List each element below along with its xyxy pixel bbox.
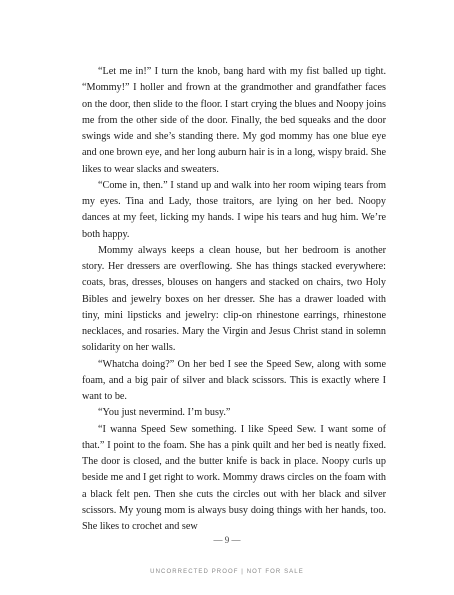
paragraph: “Come in, then.” I stand up and walk into her room wiping tears from my eyes. Tina and Lady, those traitors, are lying on her bed. Noopy dances at my feet, licking my hands. I wipe his tears and hug him. We’re both happy. [82, 179, 386, 240]
paragraph: Mommy always keeps a clean house, but her bedroom is another story. Her dressers are overflowing. She has things stacked everywhere: coats, bras, dresses, blouses on hangers and stacked on chairs, two Holy Bibles and jewelry boxes on her dresser. She has a drawer loaded with tiny, mini lipsticks and jewelry: clip-on rhinestone earrings, rhinestone necklaces, and rosaries. Mary the Virgin and Jesus Christ stand in solemn solidarity on her walls. [82, 244, 386, 354]
paragraph: “Whatcha doing?” On her bed I see the Speed Sew, along with some foam, and a big pair of silver and black scissors. This is exactly where I want to be. [82, 358, 386, 402]
proof-footer: UNCORRECTED PROOF | NOT FOR SALE [150, 569, 304, 575]
paragraph: “Let me in!” I turn the knob, bang hard with my fist balled up tight. “Mommy!” I holler and frown at the grandmother and grandfather faces on the door, then slide to the floor. I start crying the blues and Noopy joins me from the other side of the door. Finally, the bed squeaks and the door swings wide and she’s standing there. My god mommy has one blue eye and one brown eye, and her long auburn hair is in a long, wispy braid. She likes to wear slacks and sweaters. [82, 66, 386, 175]
page-number: — 9 — [213, 535, 241, 545]
paragraph: “You just nevermind. I’m busy.” [98, 407, 231, 419]
body-text [82, 64, 386, 535]
paragraph: “I wanna Speed Sew something. I like Speed Sew. I want some of that.” I point to the foam. She has a pink quilt and her bed is neatly fixed. The door is closed, and the butter knife is back in place. Noopy curls up beside me and I get right to work. Mommy draws circles on the foam with a black felt pen. Then she cuts the circles out with her black and silver scissors. My young mom is always busy doing things with her hands, too. She likes to crochet and sew [82, 423, 386, 532]
